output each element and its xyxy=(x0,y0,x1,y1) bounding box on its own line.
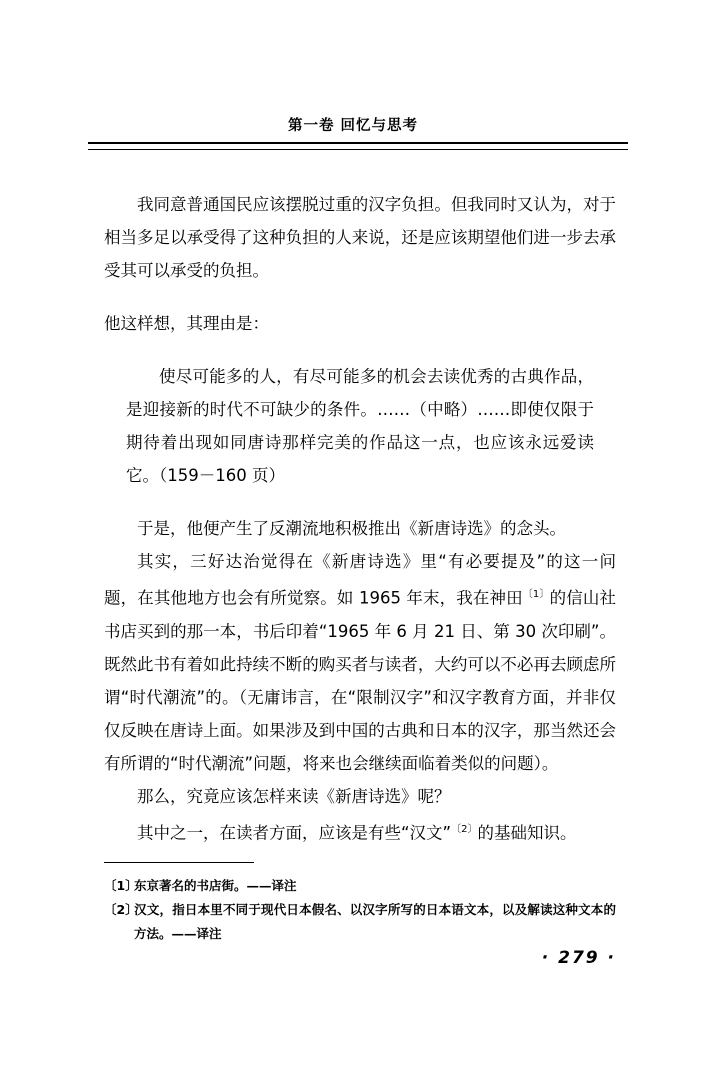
paragraph-spacer xyxy=(104,492,616,512)
paragraph-spacer xyxy=(104,287,616,307)
paragraph-5-text-before: 其实，三好达治觉得在《新唐诗选》里“有必要提及”的这一问题，在其他地方也会有所觉察。如 1965 年末，我在神田 xyxy=(104,552,616,608)
paragraph-5-text-after: 的信山社书店买到的那一本，书后印着“1965 年 6 月 21 日、第 30 次印刷”。既然此书有着如此持续不断的购买者与读者，大约可以不必再去顾虑所谓“时代潮流”的。（无庸讳言，在“限制汉字”和汉字教育方面，并非仅仅反映在唐诗上面。如果涉及到中国的古典和日本的汉字，那当然还会有所谓的“时代潮流”问题，将来也会继续面临着类似的问题）。 xyxy=(104,588,616,773)
footnote-item-2 xyxy=(104,898,616,946)
footnote-area xyxy=(104,874,616,946)
body-paragraph-4: 于是，他便产生了反潮流地积极推出《新唐诗选》的念头。 xyxy=(137,519,566,538)
header-rule-top xyxy=(88,142,628,147)
paragraph-7-text-before: 其中之一，在读者方面，应该是有些“汉文” xyxy=(137,823,452,842)
footnote-ref-2[interactable]: 〔2〕 xyxy=(451,823,478,835)
footnote-marker-1: 〔1〕 xyxy=(104,878,138,893)
body-paragraph-5 xyxy=(104,545,616,780)
running-title: 第一卷 回忆与思考 xyxy=(288,118,419,134)
body-paragraph-7 xyxy=(104,813,616,850)
footnote-marker-2: 〔2〕 xyxy=(104,902,138,917)
footnote-text-2: 汉文，指日本里不同于现代日本假名、以汉字所写的日本语文本，以及解读这种文本的方法。——译注 xyxy=(134,902,616,941)
body-paragraph-6: 那么，究竟应该怎样来读《新唐诗选》呢？ xyxy=(137,786,451,806)
paragraph-spacer xyxy=(104,340,616,360)
footnote-item-1 xyxy=(104,874,616,898)
page-body xyxy=(104,188,616,849)
footnote-separator xyxy=(104,862,254,863)
page-number: · 279 · xyxy=(541,948,616,968)
body-paragraph-2: 他这样想，其理由是： xyxy=(104,314,269,333)
footnote-text-1: 东京著名的书店街。——译注 xyxy=(134,878,297,893)
paragraph-7-text-after: 的基础知识。 xyxy=(477,823,577,842)
header-rule-bottom xyxy=(88,149,628,150)
page-header xyxy=(88,118,628,150)
block-quote: 使尽可能多的人，有尽可能多的机会去读优秀的古典作品，是迎接新的时代不可缺少的条件。……（中略）……即使仅限于期待着出现如同唐诗那样完美的作品这一点，也应该永远爱读它。（159－160 页） xyxy=(126,367,594,485)
body-paragraph-1: 我同意普通国民应该摆脱过重的汉字负担。但我同时又认为，对于相当多足以承受得了这种负担的人来说，还是应该期望他们进一步去承受其可以承受的负担。 xyxy=(104,195,616,280)
footnote-ref-1[interactable]: 〔1〕 xyxy=(522,589,550,600)
